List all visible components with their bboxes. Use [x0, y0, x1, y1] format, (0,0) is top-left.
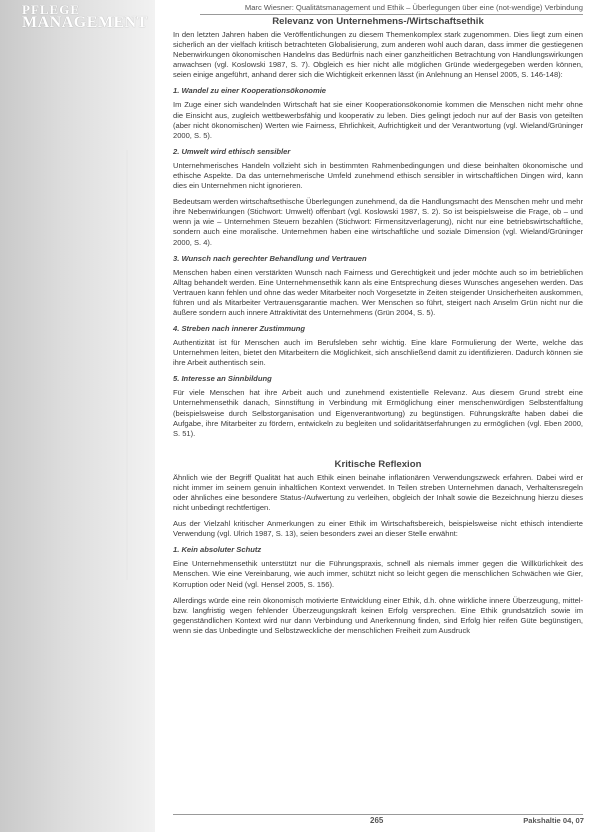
page-number: 265 [370, 816, 384, 825]
item-paragraph: Menschen haben einen verstärkten Wunsch nach Fairness und Gerechtigkeit und jeder möchte auch so im betrieblichen Alltag behandelt werden. Eine Unternehmensethik kann als eine Entsprechung dieses Wunsches angesehen werden. Das Vertrauen kann fehlen und ohne das weder Mitarbeiter noch Vorgesetzte in Zeiten steigender Unsicherheiten auskommen, führen und als Mitarbeiter Vertrauensgarantie machen. Wer Menschen so führt, steigert nach Anselm Grün nicht nur die äußere sondern auch innere Attraktivität des Unternehmens (Grün 2004, S. 5). [173, 267, 583, 317]
logo-line-2: MANAGEMENT [22, 14, 148, 31]
item-heading: 5. Interesse an Sinnbildung [173, 374, 272, 384]
item-heading: 4. Streben nach innerer Zustimmung [173, 324, 306, 334]
section-title-kritische-reflexion: Kritische Reflexion [334, 458, 422, 470]
item-heading: 1. Wandel zu einer Kooperationsökonomie [173, 86, 327, 96]
section-paragraph: Aus der Vielzahl kritischer Anmerkungen zu einer Ethik im Wirtschaftsbereich, beispielsweise nicht ethisch intendierte Verwendung (vgl. Ulrich 1987, S. 13), seien besonders zwei an dieser Stelle erwähnt: [173, 519, 583, 539]
item-paragraph: Im Zuge einer sich wandelnden Wirtschaft hat sie einer Kooperationsökonomie kommen die Menschen nicht mehr ohne die Einsicht aus, zugleich wettbewerbsfähig und kooperativ zu leben. Dies gelingt jedoch nur auf der Basis von geteilten (aber nicht ökonomischen) Werten wie Fairness, Ehrlichkeit, Aufrichtigkeit und der Verantwortung (vgl. Wieland/Grüninger 2000, S. 5). [173, 100, 583, 140]
item-heading: 3. Wunsch nach gerechter Behandlung und Vertrauen [173, 253, 367, 263]
footer-rule [173, 814, 583, 815]
logo-line-1: PFLEGE [22, 2, 81, 17]
item-paragraph: Authentizität ist für Menschen auch im Berufsleben sehr wichtig. Eine klare Formulierung der Werte, welche das Unternehmen leiten, bietet den Mitarbeitern die Möglichkeit, sich anschließend damit zu identifizieren. Dadurch können sie ihre Arbeit authentisch sein. [173, 338, 583, 368]
item-paragraph: Bedeutsam werden wirtschaftsethische Überlegungen zunehmend, da die Handlungsmacht des Menschen mehr und mehr ihre Nebenwirkungen (Stichwort: Umwelt) offenbart (vgl. Koslowski 1987, S. 2). So ist beispielsweise die Frage, ob – und wenn ja wie – Unternehmen Steuern bezahlen (Stichwort: Firmensitzverlagerung), nicht nur eine betriebswirtschaftliche, sondern auch eine moralische. Unternehmen haben eine wirtschaftliche und soziale Dimension (vgl. Wieland/Grüninger 2000, S. 4). [173, 197, 583, 247]
section-intro: Ähnlich wie der Begriff Qualität hat auch Ethik einen beinahe inflationären Verwendungszweck erfahren. Dabei wird er nicht immer im seinem genuin inhaltlichen Kontext verwendet. In Teilen streben Unternehmen danach, Verhaltensregeln oder ähnliches eine besondere Status-/Aufwertung zu verleihen, obgleich der Inhalt sowie die Bezeichnung hierzu dieses nicht unbedingt rechtfertigen. [173, 472, 583, 513]
item-heading: 1. Kein absoluter Schutz [173, 545, 262, 555]
article-body [173, 16, 583, 642]
running-head: Marc Wiesner: Qualitätsmanagement und Ethik – Überlegungen über eine (not-wendige) Verbindung [244, 3, 583, 12]
sidebar-divider [126, 150, 128, 580]
item-paragraph: Eine Unternehmensethik unterstützt nur die Führungspraxis, schnell als niemals immer gegen die Willkürlichkeit des Menschen. Wie eine Vereinbarung, wie auch immer, schützt nicht so leicht gegen die menschlichen Schwächen wie Gier, Korruption oder Neid (vgl. Hensel 2005, S. 156). [173, 559, 583, 589]
journal-logo [22, 4, 148, 30]
header-rule [200, 14, 583, 15]
section-intro: In den letzten Jahren haben die Veröffentlichungen zu diesem Themenkomplex stark zugenommen. Dies liegt zum einen sicherlich an der vielfach kritisch betrachteten Globalisierung, zum anderen wohl auch daran, dass immer die gestiegenen Nebenwirkungen ökonomischen Handelns das Bedürfnis nach einer ganzheitlichen Betrachtung von Handlungswirkungen anwachsen (vgl. Koslowski 1987, S. 7). Obgleich es hier nicht alle möglichen Gründe wiedergegeben werden können, seien einige angeführt, anhand derer sich die Wichtigkeit erkennen lässt (in Anlehnung an Hensel 2005, S. 146-148): [173, 30, 583, 80]
item-paragraph: Unternehmerisches Handeln vollzieht sich in bestimmten Rahmenbedingungen und diese beinhalten ökonomische und ethische Aspekte. Da das unternehmerische Umfeld zunehmend ethisch sensibler in wirtschaftlichen Dingen wird, kann dies ein Unternehmen nicht ignorieren. [173, 160, 583, 191]
sidebar-band [0, 0, 155, 832]
item-paragraph: Allerdings würde eine rein ökonomisch motivierte Entwicklung einer Ethik, d.h. ohne wirkliche innere Überzeugung, mittel- bzw. langfristig wegen fehlender Überzeugungskraft keinen Erfolg versprechen. Eine Ethik grundsätzlich sowie im gegenständlichen Kontext wird nur dann Verbindung und Anerkennung finden, sind Erfolg hier reifen Güte begünstigen, wenn sie das Unbedingte und Selbstzweckliche der menschlichen Freiheit zum Ausdruck [173, 595, 583, 635]
item-paragraph: Für viele Menschen hat ihre Arbeit auch und zunehmend existentielle Relevanz. Aus diesem Grund strebt eine Unternehmensethik danach, Sinnstiftung in Verbindung mit Ermöglichung einer menschenwürdigen Selbstentfaltung (beispielsweise durch Selbstorganisation und Eigenverantwortung) zu begünstigen. Führungskräfte haben dabei die Aufgabe, ihre Mitarbeiter zu fördern, entwickeln zu begleiten und solidaritätserfahrungen zu ermöglichen (vgl. Eben 2000, S. 51). [173, 388, 583, 438]
item-heading: 2. Umwelt wird ethisch sensibler [173, 146, 291, 156]
section-title-relevanz: Relevanz von Unternehmens-/Wirtschaftsethik [272, 16, 484, 27]
issue-label: Pakshaltie 04, 07 [523, 816, 584, 825]
